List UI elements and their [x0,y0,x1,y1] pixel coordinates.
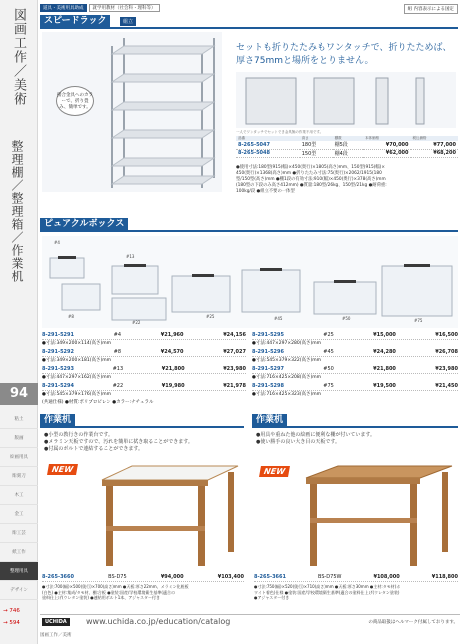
col-header: 棚数 [333,136,363,141]
box-label: #8 [68,314,74,319]
category-chip: 道具・美術用具助成 [40,4,87,12]
spec-line: ●アジャスター付き [254,595,290,600]
list-item[interactable] [42,332,246,340]
product-code: 8-291-5298 [252,383,284,389]
desk2-image [300,462,456,570]
lead-line: ●付属のボルトで連結することができます。 [44,446,143,452]
list-item[interactable] [42,349,246,357]
size-no: #13 [112,366,124,372]
rack-notes [236,165,458,195]
price: ¥21,800 [373,366,396,372]
price: ¥62,000 [363,149,410,157]
list-item[interactable] [252,383,458,391]
desk1-spec [42,584,246,601]
spec-line: ●寸法:750(幅)×520(奥行)×710(高さ)mm ●天板:厚さ30mm ●主材:タモ材(ホ [254,584,401,589]
price: ¥108,000 [373,574,400,580]
price: ¥21,960 [160,332,184,338]
product-code: 8-265-5048 [236,149,300,157]
section-header [40,414,244,428]
product-code: 8-291-5294 [42,383,74,389]
product-code: 8-291-5292 [42,349,74,355]
model-no: BS-D75 [108,574,127,580]
price: ¥94,000 [160,574,184,580]
product-code: 8-265-5047 [236,141,300,149]
catalog-url[interactable]: www.uchida.co.jp/education/catalog [86,617,231,626]
box-left-list [42,332,246,405]
price: ¥24,280 [373,349,396,355]
table-row[interactable] [236,149,458,157]
dimension: ●寸法:716×425×208(高さ)mm [252,375,322,380]
index-tab[interactable]: 彫刻刀 [0,467,38,486]
rack-lead [236,42,456,68]
desk1-row[interactable] [42,574,244,582]
price-tax: ¥27,027 [223,349,246,355]
col-header: 高さ [300,136,333,141]
lead-line: ●使い勝手の良い大き目の天板です。 [256,439,340,445]
product-code: 8-291-5297 [252,366,284,372]
price-tax: ¥21,978 [223,383,246,389]
section-title-desk2: 作業机 [252,414,287,427]
index-tab[interactable]: 紙工作 [0,543,38,562]
size-no: #25 [323,332,334,338]
product-code: 8-265-3661 [254,574,286,580]
shelf-count: 棚5段 [333,141,363,149]
top-right-note: 組 内容表示による国定 [404,4,458,14]
page-number: 94 [0,383,38,405]
top-chips [40,4,160,13]
dimension: ●寸法:447×297×162(高さ)mm [42,375,112,380]
index-tab[interactable]: 絵画用具 [0,448,38,467]
rack-spec-table [236,136,458,158]
height-type: 180型 [300,141,333,149]
size-no: #75 [323,383,334,389]
note-line: (180型の下段のみ高さ412mm) ●質量:180型/26kg、150型/21kg ●耐荷重: [236,183,387,188]
spec-line: 塗料仕上げ(ウレタン塗装) ●連結用ボルト1本、アジャスター付き [42,595,161,600]
feature-bubble: 接合金具へのカラーで、折り畳み、簡単です。 [56,86,94,116]
list-item[interactable] [252,332,458,340]
dimension: ●寸法:349×200×114(高さ)mm [42,341,112,346]
dimension: ●寸法:447×297×280(高さ)mm [252,341,322,346]
price: ¥70,000 [363,141,410,149]
product-code: 8-291-5291 [42,332,74,338]
box-label: #13 [126,254,135,259]
price-tax: ¥21,450 [435,383,458,389]
price-tax: ¥23,980 [223,366,246,372]
price: ¥24,570 [160,349,184,355]
price-tax: ¥103,400 [217,574,244,580]
col-header: 本体価格 [363,136,410,141]
box-label: #45 [274,316,283,321]
price-tax: ¥26,708 [435,349,458,355]
section-title: 図画工作／美術 [11,8,26,106]
price-tax: ¥77,000 [411,141,458,149]
spec-line: (白色) ●主材:集成/タモ材、棚:合板 ●塗装:国産/学校環境衛生基準(適合の [42,589,175,595]
new-badge: NEW [47,464,78,475]
new-badge: NEW [259,466,290,477]
price: ¥21,800 [161,366,185,372]
price-tax: ¥23,980 [435,366,458,372]
category-chip: 就学用教材（社会科・理科等） [89,4,160,12]
box-label: #75 [414,318,423,323]
spec-line: ワイト着色)仕様 ●塗装:国産/学校環境衛生基準(適合の塗料仕上げ(ウレタン塗装) [254,589,400,595]
dimension: ●寸法:545×379×322(高さ)mm [252,358,322,363]
index-tab[interactable]: デザイン [0,581,38,600]
section-header [40,218,458,232]
list-item[interactable] [42,366,246,374]
lead-line: ●小型の教行きの作業台です。 [44,432,113,438]
boxes-image [42,236,458,328]
section-title-desk1: 作業机 [40,414,75,427]
price: ¥15,000 [373,332,396,338]
list-item[interactable] [42,383,246,391]
desk2-lead [256,432,456,446]
desk1-illustration [92,462,242,570]
price-tax: ¥118,800 [431,574,458,580]
section-header [252,414,458,428]
footer [40,614,460,630]
box-right-list [252,332,458,397]
price-tax: ¥16,500 [435,332,458,338]
index-tab[interactable]: 版画 [0,429,38,448]
note-line: 型/150型(高さ)mm ●棚1段の有効寸法:910(幅)×450(奥行)×378(高さ)mm [236,177,386,182]
size-no: #45 [323,349,334,355]
rack-lead-line: セットも折りたたみもワンタッチで、折りたためば、 [236,43,452,53]
price-tax: ¥68,200 [411,149,458,157]
desk2-spec [254,584,458,601]
height-type: 150型 [300,149,333,157]
product-code: 8-291-5295 [252,332,284,338]
index-tab[interactable]: 粘土 [0,410,38,429]
size-no: #22 [112,383,124,389]
dimension: ●寸法:349×200×181(高さ)mm [42,358,112,363]
ref-link[interactable]: → 594 [3,620,20,626]
price: ¥19,980 [161,383,185,389]
rack-lead-line: 厚さ75mmと場所をとりません。 [236,56,374,66]
index-tab[interactable]: 木工 [0,486,38,505]
dimension: ●寸法:545×379×176(高さ)mm [42,392,112,397]
col-header: 品番 [236,136,300,141]
desk2-row[interactable] [254,574,458,582]
assembly-badge: 組立 [120,17,136,26]
shelf-count: 棚4段 [333,149,363,157]
bottom-caption: 図画工作／美術 [40,633,72,638]
index-tab[interactable]: 金工 [0,505,38,524]
lead-line: ●メラミン天板ですので、汚れを簡単に拭き取ることができます。 [44,439,193,445]
note-line: ●使用寸法:180型(915(幅)×450(奥行)×1805(高さ)mm、150型(915(幅)× [236,165,385,170]
note-line: 100kg/段 ●組立不要の一体型 [236,189,295,194]
rack-caption: 一人でワンタッチでセットでき金具無の作業不用です。 [236,130,324,134]
price-tax: ¥24,156 [223,332,246,338]
list-item[interactable] [252,349,458,357]
folding-illustration [236,72,456,128]
product-code: 8-291-5293 [42,366,74,372]
footer-note: の商品取扱はヘルマーク付属しております。 [368,620,458,625]
size-no: #8 [113,349,122,355]
desk1-lead [44,432,244,453]
model-no: BS-D75W [317,574,342,580]
index-tabs [0,410,38,600]
box-label: #25 [206,314,215,319]
dimension: ●寸法:716×425×323(高さ)mm [252,392,322,397]
side-index [0,0,38,644]
section-header [40,15,458,29]
spec-line: ●寸法:700(幅)×500(奥行)×700(高さ)mm ●天板:厚さ22mm、メラミン化粧板 [42,584,189,589]
size-no: #4 [113,332,122,338]
ref-link[interactable]: → 746 [3,608,20,614]
index-tab-active[interactable]: 整理用具 [0,562,38,581]
box-label: #4 [54,240,60,245]
product-code: 8-291-5296 [252,349,284,355]
desk1-image [92,462,242,570]
material-note: (共通仕様) ●材質:ポリプロピレン ●カラー:ナチュラル [42,400,154,405]
folded-rack-image [236,72,456,128]
product-code: 8-265-3660 [42,574,74,580]
note-line: 450(奥行)×1368(高さ)mm ●折りたたみ寸法:75(奥行)×2062/1915(180 [236,171,382,176]
table-row[interactable] [236,141,458,149]
section-title-box: ピュアクルボックス [40,218,128,231]
box-label: #50 [342,316,351,321]
size-no: #50 [323,366,334,372]
price: ¥19,500 [373,383,396,389]
index-tab[interactable]: 彫工芸 [0,524,38,543]
subsection-title: 整理棚／整理箱／作業机 [10,140,24,283]
boxes-illustration [42,236,458,328]
list-item[interactable] [252,366,458,374]
lead-line: ●用具や重ねた他の絵画に便利な棚が付いています。 [256,432,375,438]
desk2-illustration [300,462,456,570]
col-header: 税込価格 [411,136,458,141]
section-title-rack: スピードラック [40,15,110,28]
brand-logo: UCHIDA [42,618,70,626]
box-label: #22 [132,320,141,325]
